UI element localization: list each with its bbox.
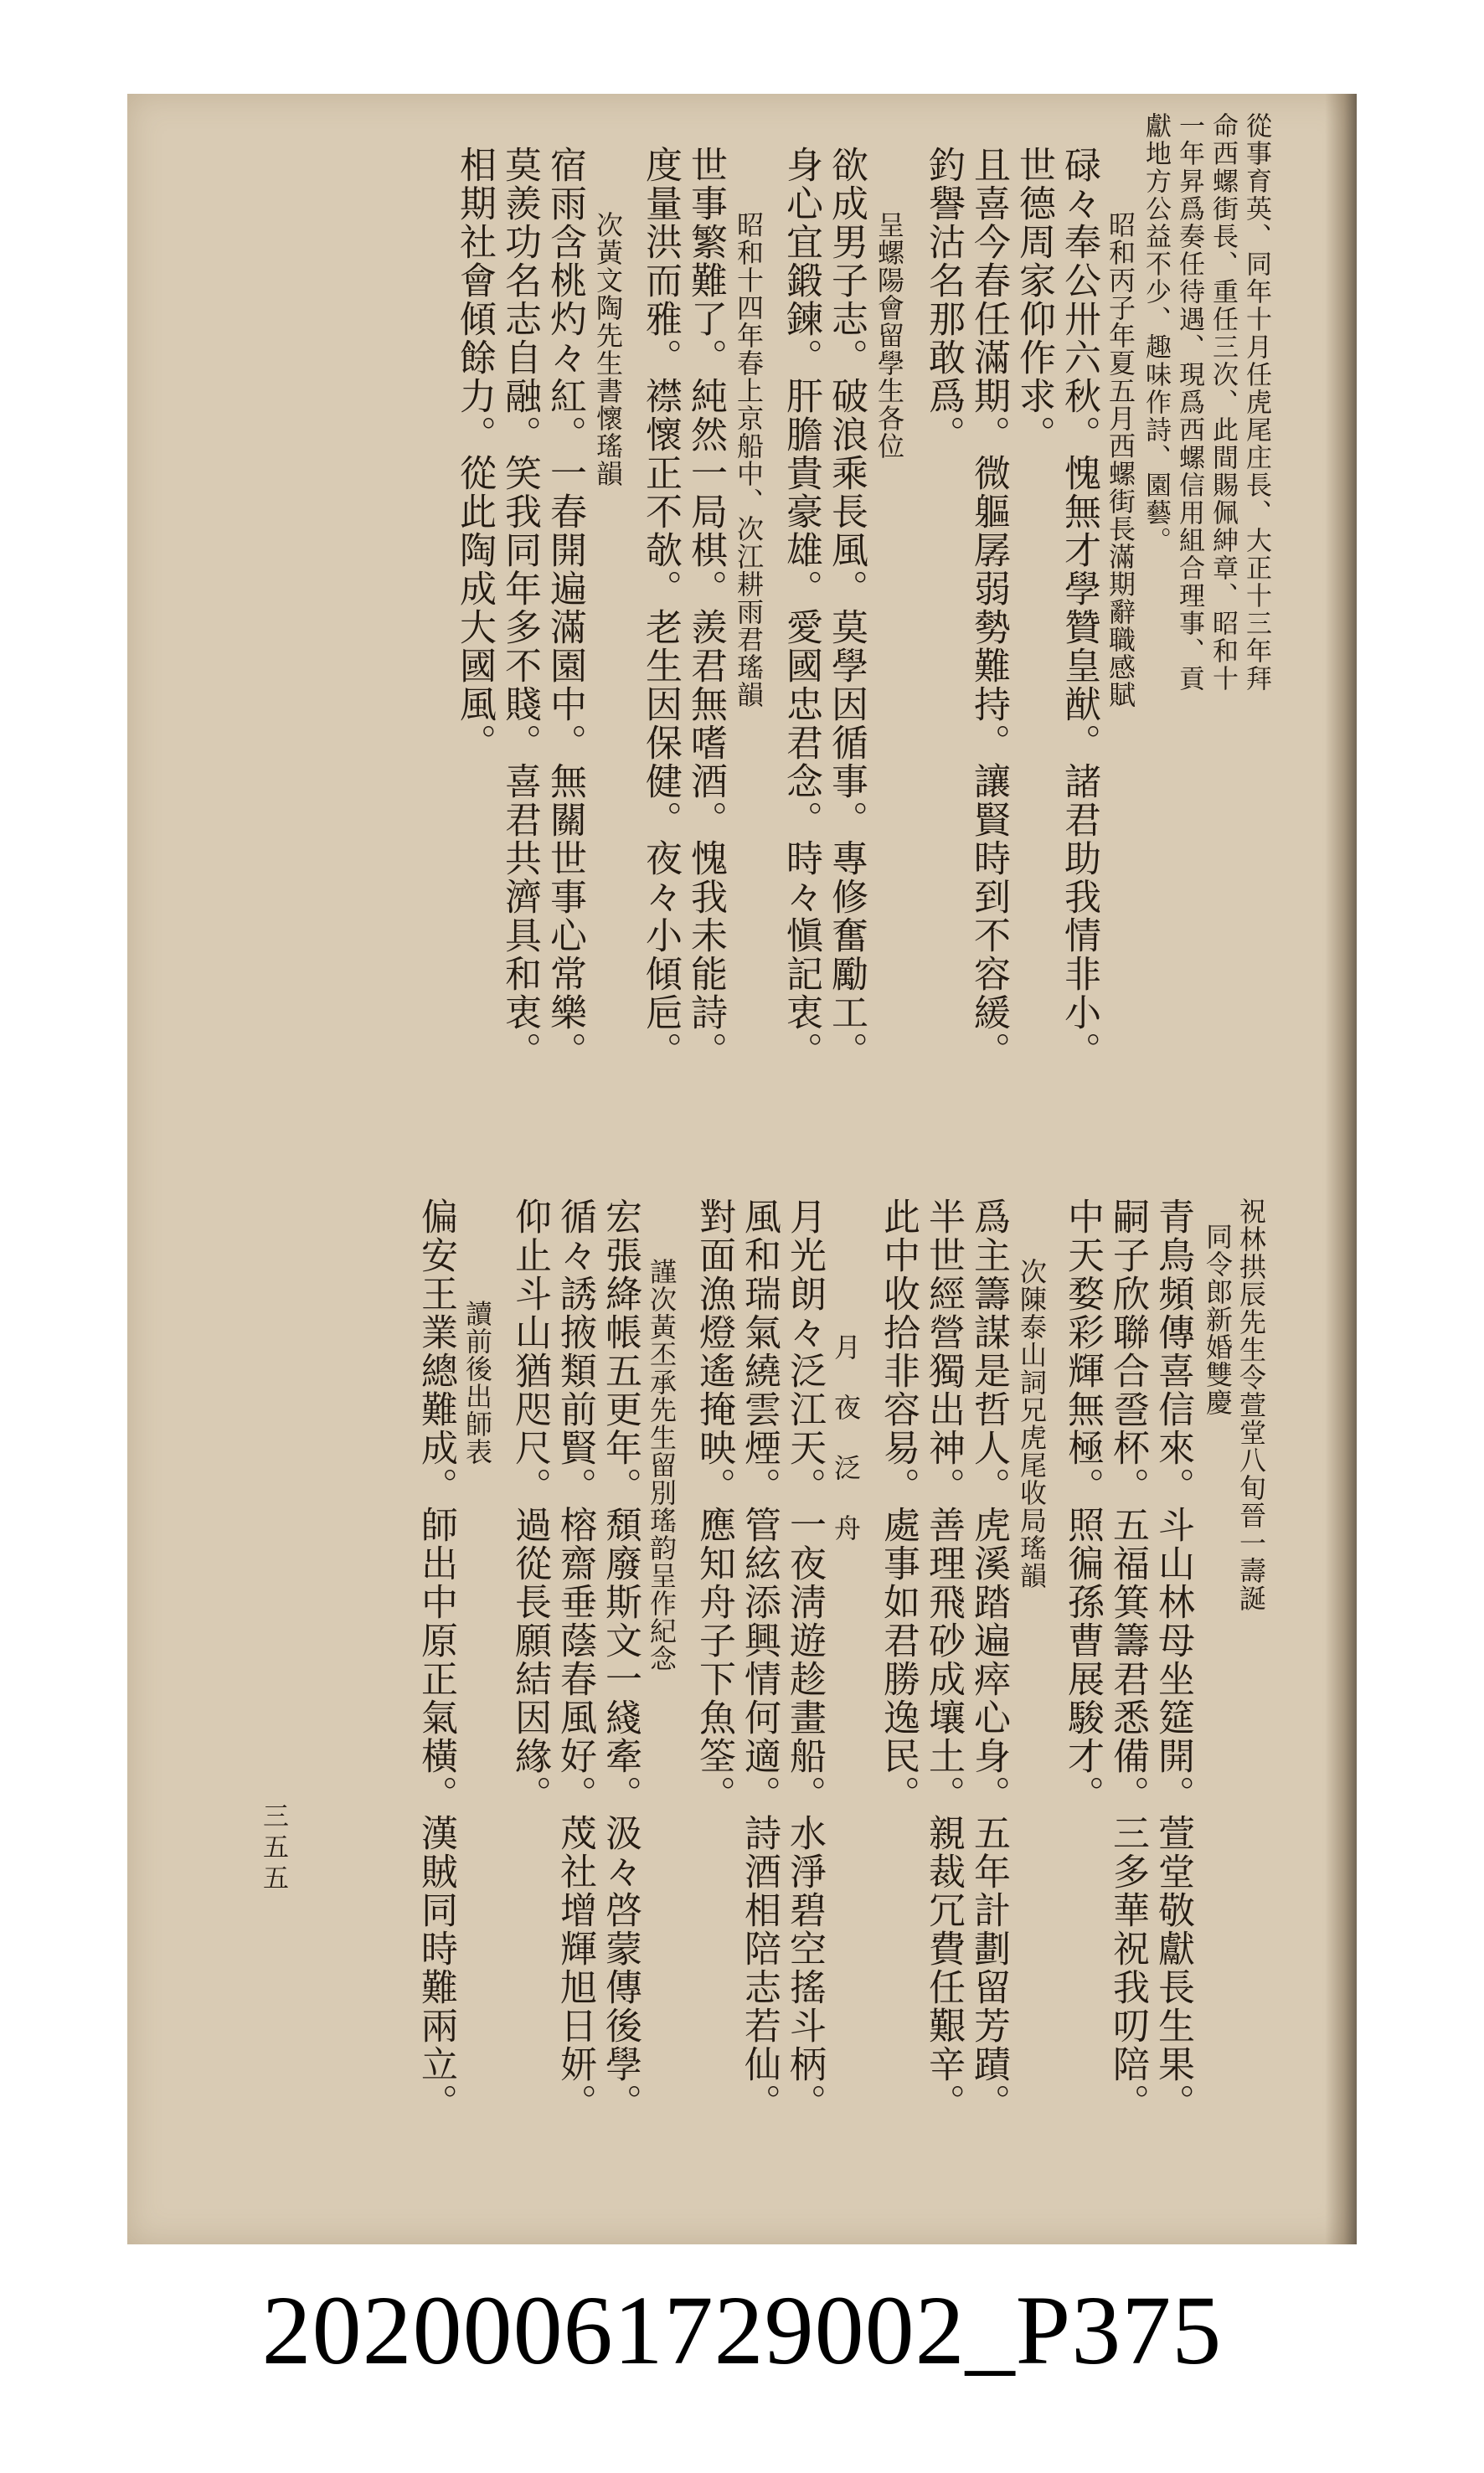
poem-line: 相期社會傾餘力。從此陶成大國風。 [453, 146, 496, 762]
poem-title: 呈螺陽會留學生各位 [873, 211, 905, 460]
poem-title: 昭和十四年春上京船中、次江耕雨君瑤韻 [733, 211, 765, 708]
poem-title: 讀前後出師表 [461, 1300, 493, 1466]
catalog-id: 20200061729002_P375 [261, 2275, 1223, 2385]
poem-subtitle: 同令郎新婚雙慶 [1202, 1223, 1234, 1416]
poem-title: 祝林拱辰先生令萱堂八旬晉一壽誕 [1235, 1198, 1267, 1612]
book-page [127, 94, 1357, 2244]
intro-note-line-1: 從事育英、同年十月任虎尾庄長、大正十三年拜 [1241, 112, 1271, 693]
poem-title: 月 夜 泛 舟 [830, 1333, 862, 1544]
poem-line: 釣譽沽名那敢爲。 [922, 146, 965, 454]
poem-line: 欲成男子志。破浪乘長風。莫學因循事。專修奮勵工。 [825, 146, 868, 1070]
poem-line: 碌々奉公卅六秋。愧無才學贊皇猷。諸君助我情非小。 [1058, 146, 1100, 1070]
poem-line: 半世經營獨出神。善理飛砂成壤土。親裁冗費任艱辛。 [922, 1198, 965, 2122]
poem-line: 度量洪而雅。襟懷正不欹。老生因保健。夜々小傾巵。 [639, 146, 682, 1070]
poem-line: 爲主籌謀是哲人。虎溪踏遍瘁心身。五年計劃留芳蹟。 [967, 1198, 1010, 2122]
poem-line: 嗣子欣聯合巹杯。五福箕籌君悉備。三多華祝我叨陪。 [1106, 1198, 1149, 2122]
intro-note-line-3: 一年昇爲奏任待遇、現爲西螺信用組合理事、貢 [1174, 112, 1204, 693]
poem-line: 中天婺彩輝無極。照徧孫曹展駿才。 [1061, 1198, 1104, 1814]
book-spine-shadow [1325, 94, 1357, 2244]
poem-line: 宏張絳帳五更年。頹廢斯文一綫牽。汲々啓蒙傳後學。 [599, 1198, 642, 2122]
poem-line: 身心宜鍛鍊。肝膽貴豪雄。愛國忠君念。時々愼記衷。 [780, 146, 822, 1070]
poem-line: 月光朗々泛江天。一夜淸遊趁畫船。水淨碧空搖斗柄。 [783, 1198, 826, 2122]
page-number: 三五五 [258, 1802, 288, 1895]
poem-title: 次黃文陶先生書懷瑤韻 [592, 211, 624, 487]
poem-line: 風和瑞氣繞雲煙。管絃添興情何適。詩酒相陪志若仙。 [738, 1198, 781, 2122]
poem-line: 對面漁燈遙掩映。應知舟子下魚筌。 [693, 1198, 735, 1814]
intro-note-line-2: 命西螺街長、重任三次、此間賜佩紳章、昭和十 [1208, 112, 1238, 693]
poem-line: 世德周家仰作求。 [1013, 146, 1055, 454]
poem-line: 青鳥頻傳喜信來。斗山林母坐筵開。萱堂敬獻長生果。 [1152, 1198, 1194, 2122]
poem-line: 循々誘掖類前賢。榕齋垂蔭春風好。荗社增輝旭日妍。 [554, 1198, 596, 2122]
poem-title: 昭和丙子年夏五月西螺街長滿期辭職感賦 [1105, 211, 1136, 708]
poem-line: 世事繁難了。純然一局棋。羨君無嗜酒。愧我未能詩。 [684, 146, 727, 1070]
poem-line: 此中收拾非容易。處事如君勝逸民。 [877, 1198, 920, 1814]
poem-line: 仰止斗山猶咫尺。過從長願結因緣。 [508, 1198, 551, 1814]
poem-line: 且喜今春任滿期。微軀孱弱勢難持。讓賢時到不容緩。 [967, 146, 1010, 1070]
poem-line: 偏安王業總難成。師出中原正氣橫。漢賊同時難兩立。 [415, 1198, 457, 2122]
poem-title: 次陳泰山詞兄虎尾收局瑤韻 [1016, 1258, 1048, 1589]
poem-line: 宿雨含桃灼々紅。一春開遍滿園中。無關世事心常樂。 [544, 146, 586, 1070]
poem-line: 莫羨功名志自融。笑我同年多不賤。喜君共濟具和衷。 [498, 146, 541, 1070]
intro-note-line-4: 獻地方公益不少、趣味作詩、園藝。 [1141, 112, 1171, 554]
poem-title: 謹次黃丕承先生留別瑤韵呈作紀念 [646, 1258, 678, 1672]
